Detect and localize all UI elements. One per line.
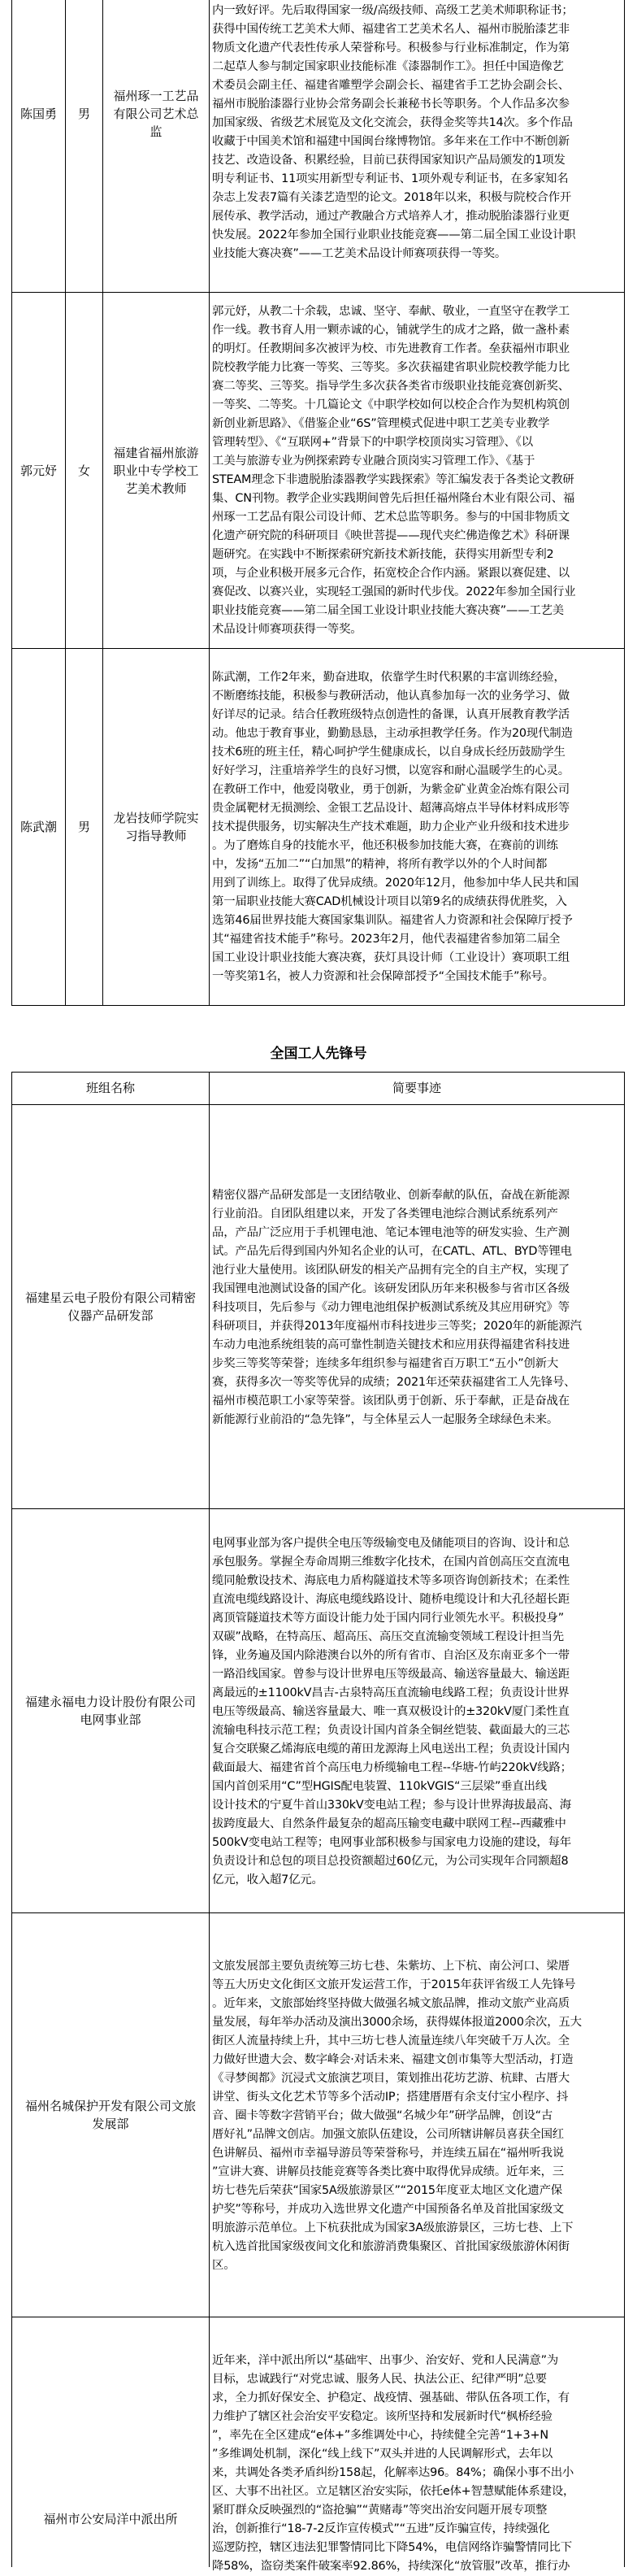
deeds-line: 杭入选首批国家级夜间文化和旅游消费集聚区、首批国家级旅游休闲街 <box>212 2240 570 2253</box>
deeds-line: 负责设计和总包的项目总投资额超过60亿元，为公司实现年合同额超8 <box>212 1855 569 1868</box>
deeds-line: 直流电缆线路设计、海底电缆线路设计、随桥电缆设计和大孔径超长距 <box>212 1593 570 1606</box>
unit-line: 龙岩技师学院实 <box>113 811 199 825</box>
deeds-line: 获得中国传统工艺美术大师、福建省工艺美术名人、福州市脱胎漆艺非 <box>212 23 570 36</box>
person-gender <box>66 649 102 1005</box>
deeds-line: 化遗产研究院的科研项目《映世菩提——现代夹纻佛造像艺术》科研课 <box>212 529 570 542</box>
team-name <box>12 1105 209 1508</box>
person-deeds <box>212 302 575 639</box>
deeds-line: 力做好世遗大会、数字峰会·对话未来、福建文创市集等大型活动，打造 <box>212 2053 574 2066</box>
deeds-line: 选第46届世界技能大赛国家集训队。福建省人力资源和社会保障厅授予 <box>212 914 573 927</box>
gender-text: 男 <box>77 107 90 121</box>
deeds-line: 一路沿线国家。曾参与设计世界电压等级最高、输送容量最大、输送距 <box>212 1668 570 1681</box>
deeds-line: 郭元妤，从教二十余载，忠诚、坚守、奉献、敬业，一直坚守在教学工 <box>212 305 570 318</box>
person-unit <box>103 0 209 228</box>
person-unit <box>103 649 209 1005</box>
team-name-line: 福建永福电力设计股份有限公司 <box>24 1695 196 1709</box>
deeds-line: ”多维调处机制，深化“线上线下”双头并进的人民调解形式，去年以 <box>212 2448 553 2461</box>
deeds-line: 。近年来，文旅部始终坚持做大做强名城文旅品牌，推动文旅产业高质 <box>212 1997 570 2010</box>
gender-text: 男 <box>77 820 90 834</box>
team-name <box>12 2510 209 2528</box>
team-deeds <box>212 1186 582 1429</box>
deeds-line: 的明灯。任教期间多次被评为校、市先进教育工作者。垒获福州市职业 <box>212 342 570 355</box>
team-name <box>12 1913 209 2317</box>
deeds-line: 区、大事不出社区。立足辖区治安实际，依托e体+智慧赋能体系建设， <box>212 2485 575 2498</box>
deeds-line: 陈武潮，工作2年来，勤奋进取，依靠学生时代积累的丰富训练经验， <box>212 671 566 684</box>
deeds-line: 我国锂电池测试设备的国产化。该研发团队历年来积极参与省市区各级 <box>212 1282 570 1295</box>
person-deeds <box>212 2 575 263</box>
deeds-line: 其“福建省技术能手”称号。2023年2月，他代表福建省参加第二届全 <box>212 933 561 946</box>
deeds-line: 题研究。在实践中不断探索研究新技术新技能，获得实用新型专利2 <box>212 548 554 561</box>
unit-line: 习指导教师 <box>125 829 187 843</box>
deeds-line: 作一线。教书育人用一颗赤诚的心，铺就学生的成才之路，做一盏朴素 <box>212 324 570 337</box>
deeds-line: 复合交联聚乙烯海底电缆的莆田龙源海上风电送出工程；负责设计国内 <box>212 1743 570 1756</box>
deeds-line: 职业技能竞赛——第二届全国工业设计职业技能大赛决赛”——工艺美 <box>212 604 564 617</box>
deeds-line: 500kV变电站工程等；电网事业部积极参与国家电力设施的建设，每年 <box>212 1836 571 1849</box>
deeds-line: 截面最大、福建省首个高压电力桥缆输电工程--华塘-竹屿220kV线路； <box>212 1761 572 1774</box>
table1-border-right <box>624 0 625 1006</box>
deeds-line: 音、圈卡等数字营销平台；做大做强“名城少年”研学品牌，创设“古 <box>212 2109 553 2122</box>
deeds-line: 院校教学能力比赛一等奖、三等奖。多次获福建省职业院校教学能力比 <box>212 361 570 374</box>
deeds-line: 动。他忠于教育事业，勤勤恳恳，主动承担教学任务。作为20现代制造 <box>212 727 573 740</box>
deeds-line: ”，率先在全区建成“e体+”多维调处中心，持续健全完善“1+3+N <box>212 2429 548 2442</box>
person-gender <box>66 0 102 228</box>
section-title: 全国工人先锋号 <box>270 1046 367 1062</box>
deeds-line: 杂志上发表7篇有关漆艺造型的论文。2018年以来，积极与院校合作开 <box>212 191 572 204</box>
deeds-line: 在教研工作中，他爱岗敬业，勇于创新，为紫金矿业黄金冶炼有限公司 <box>212 783 570 796</box>
deeds-line: 技艺、改造设备、积累经验，目前已获得国家知识产品局颁发的1项发 <box>212 154 566 167</box>
deeds-line: 福州市模范职工小家等荣誉。该团队勇于创新、乐于奉献，正是奋战在 <box>212 1395 570 1408</box>
name-text: 陈国勇 <box>20 107 57 121</box>
gender-text: 女 <box>77 463 90 478</box>
column-header-team-name: 班组名称 <box>85 1081 135 1095</box>
deeds-line: 术委员会副主任、福建省雕塑学会副会长、福建省手工艺协会副会长、 <box>212 79 570 92</box>
deeds-line: 业技能大赛决赛”——工艺美术品设计师赛项获得一等奖。 <box>212 247 507 260</box>
deeds-line: 明旅游示范单位。上下杭获批成为国家3A级旅游景区，三坊七巷、上下 <box>212 2221 574 2234</box>
person-deeds <box>212 668 578 986</box>
team-name-line: 福州市公安局洋中派出所 <box>43 2512 178 2526</box>
deeds-line: 试。产品先后得到国内外知名企业的认可，在CATL、ATL、BYD等锂电 <box>212 1245 572 1258</box>
deeds-line: 物质文化遗产代表性传承人荣誉称号。积极参与行业标准制定，作为第 <box>212 41 570 54</box>
deeds-line: 目标，忠诚践行“对党忠诚、服务人民、执法公正、纪律严明”总要 <box>212 2373 547 2386</box>
deeds-line: 管理转型》、《“互联网+”背景下的中职学校顶岗实习管理》、《以 <box>212 436 533 449</box>
deeds-line: 。为了磨炼自身的技能水平，他还积极参加技能大赛，在赛前的训练 <box>212 839 558 852</box>
deeds-line: 坊七巷先后荣获“国家5A级旅游景区”“2015年度亚太地区文化遗产保 <box>212 2184 562 2197</box>
deeds-line: 内一致好评。先后取得国家一级/高级技师、高级工艺美术师职称证书； <box>212 4 574 17</box>
table2-border-right <box>624 1072 625 2567</box>
deeds-line: 双碳”战略，在特高压、超高压、高压交直流输变领域工程设计担当先 <box>212 1630 564 1643</box>
person-gender <box>66 293 102 648</box>
deeds-line: 亿元，收入超7亿元。 <box>212 1873 323 1886</box>
deeds-line: 池行业大量使用。该团队研发的相关产品拥有完全的自主产权，实现了 <box>212 1264 570 1277</box>
name-text: 陈武潮 <box>20 820 57 834</box>
deeds-line: 加国家级、省级艺术展览及文化交流会，获得金奖等共14次。多个作品 <box>212 116 573 129</box>
deeds-line: 明专利证书、11项实用新型专利证书、1项外观专利证书，在多家知名 <box>212 172 569 185</box>
deeds-line: 不断磨练技能，积极参与教研活动，他认真参加每一次的业务学习、做 <box>212 690 570 703</box>
deeds-line: 第一届职业技能大赛CAD机械设计项目以第9名的成绩获得优胜奖，入 <box>212 895 567 908</box>
deeds-line: 巡逻防控，辖区违法犯罪警情同比下降54%，电信网络诈骗警情同比下 <box>212 2541 572 2554</box>
deeds-line: 快发展。2022年参加全国行业职业技能竞赛——第二届全国工业设计职 <box>212 228 576 242</box>
deeds-line: 术品设计师赛项获得一等奖。 <box>212 623 362 636</box>
deeds-line: 国内首创采用“C”型HGIS配电装置、110kVGIS“三层梁”垂直出线 <box>212 1780 547 1793</box>
deeds-line: 好详尽的记录。结合任教班级特点创造性的备课，认真开展教育教学活 <box>212 708 570 721</box>
team-name-line: 福建星云电子股份有限公司精密 <box>24 1290 196 1305</box>
deeds-line: 技术提供服务，切实解决生产技术难题，助力企业产业升级和技术进步 <box>212 820 570 833</box>
deeds-line: 科研项目，并获得2013年度福州市科技进步三等奖；2020年的新能源汽 <box>212 1320 582 1333</box>
deeds-line: 州琢一工艺品有限公司设计师、艺术总监等职务。参与的中国非物质文 <box>212 511 570 524</box>
deeds-line: 流输电科技示范工程；负责设计国内首条全铜丝铠装、截面最大的三芯 <box>212 1724 570 1737</box>
team-deeds <box>212 1534 572 1890</box>
deeds-line: 紧盯群众反映强烈的“盗抢骗”“黄赌毒”等突出治安问题开展专项整 <box>212 2504 548 2517</box>
deeds-line: 国工业设计职业技能大赛决赛，获灯具设计师（工业设计）赛项职工组 <box>212 951 570 964</box>
unit-line: 福州琢一工艺品 <box>113 89 199 103</box>
deeds-line: 等五大历史文化街区文旅开发运营工作，于2015年获评省级工人先锋号 <box>212 1978 576 1991</box>
deeds-line: 科技项目，先后参与《动力锂电池组保护板测试系统及其应用研究》等 <box>212 1301 570 1314</box>
team-name-line: 仪器产品研发部 <box>67 1308 154 1323</box>
person-name <box>12 649 65 1005</box>
deeds-line: 贵金属靶材无损测绘、金银工艺品设计、超薄高熔点半导体材料成形等 <box>212 802 570 815</box>
deeds-line: 好好学习，注重培养学生的良好习惯，以宽容和耐心温暖学生的心灵。 <box>212 764 570 777</box>
deeds-line: 赛，获得多次一等奖等优异的成绩；2021年还荣获福建省工人先锋号、 <box>212 1376 576 1389</box>
deeds-line: 一等奖第1名，被人力资源和社会保障部授予“全国技术能手”称号。 <box>212 970 554 983</box>
team-name-line: 福州名城保护开发有限公司文旅 <box>24 2099 196 2113</box>
deeds-line: 品，产品广泛应用于手机锂电池、笔记本锂电池等的研发实验、生产测 <box>212 1226 570 1239</box>
deeds-line: 《寻梦闽都》沉浸式文旅演艺项目，策划推出花坊艺游、杭肆、古厝大 <box>212 2072 570 2085</box>
unit-line: 职业中专学校工 <box>113 463 199 478</box>
deeds-line: 治，创新推行“18-7-2反诈宣传模式”“五进”反诈骗宣传，持续强化 <box>212 2522 550 2535</box>
table1-col-divider <box>209 0 210 1006</box>
deeds-line: 离最远的±1100kV昌吉-古泉特高压直流输电线路工程；负责设计世界 <box>212 1686 570 1699</box>
deeds-line: 量发展，每年举办活动及演出3000余场，获得媒体报道2000余次，五大 <box>212 2016 582 2029</box>
team-name-line: 发展部 <box>92 2117 129 2131</box>
deeds-line: 展传承、教学活动，通过产教融合方式培养人才，推动脱胎漆器行业更 <box>212 210 570 223</box>
deeds-line: 精密仪器产品研发部是一支团结敬业、创新奉献的队伍，奋战在新能源 <box>212 1189 570 1202</box>
column-header-deeds: 简要事迹 <box>392 1081 441 1095</box>
deeds-line: 用到了训练上。取得了优异成绩。2020年12月，他参加中华人民共和国 <box>212 877 579 890</box>
deeds-line: 护奖”等称号，并成功入选世界文化遗产中国预备名单及首批国家级文 <box>212 2203 564 2216</box>
deeds-line: 二起草人参与制定国家职业技能标准《漆器制作工》。担任中国造像艺 <box>212 60 564 73</box>
deeds-line: ”宣讲大赛、讲解员技能竞赛等各类比赛中取得优异成绩。近年来，三 <box>212 2165 564 2178</box>
deeds-line: 来，共调处各类矛盾纠纷158起，化解率达96。84%；确保小事不出小 <box>212 2466 574 2479</box>
unit-line: 监 <box>150 124 162 139</box>
deeds-line: 电网事业部为客户提供全电压等级输变电及储能项目的咨询、设计和总 <box>212 1537 570 1550</box>
deeds-line: 赛二等奖、三等奖。指导学生多次获各类省市级职业技能竞赛创新奖、 <box>212 380 570 393</box>
deeds-line: 工美与旅游专业为例探索跨专业融合顶岗实习管理工作》、《基于 <box>212 455 535 468</box>
deeds-line: STEAM理念下非遗脱胎漆器教学实践探索》等汇编发表于各类论文教研 <box>212 473 574 486</box>
team-name-line: 电网事业部 <box>80 1712 141 1727</box>
deeds-line: 求，全力抓好保安全、护稳定、战疫情、强基础、带队伍各项工作，有 <box>212 2391 570 2404</box>
person-name <box>12 0 65 228</box>
team-deeds <box>212 1957 582 2275</box>
deeds-line: 近年来，洋中派出所以“基础牢、出事少、治安好、党和人民满意”为 <box>212 2354 559 2367</box>
team-deeds <box>212 2352 574 2576</box>
deeds-line: 集、CN刊物。教学企业实践期间曾先后担任福州隆台木业有限公司、福 <box>212 492 575 505</box>
person-name <box>12 293 65 648</box>
deeds-line: 降58%，盗窃类案件破案率92.86%，持续深化“放管服”改革，推行办 <box>212 2560 570 2573</box>
deeds-line: 福州市脱胎漆器行业协会常务副会长兼秘书长等职务。个人作品多次参 <box>212 98 570 111</box>
deeds-line: 厝好礼”品牌文创店。加强文旅队伍建设，公司所辖讲解员喜获全国红 <box>212 2128 564 2141</box>
unit-line: 有限公司艺术总 <box>113 107 199 121</box>
deeds-line: 中，发扬“五加二”“白加黑”的精神，将所有教学以外的个人时间都 <box>212 858 548 871</box>
deeds-line: 色讲解员、福州市幸福导游员等荣誉称号，并连续五届在“福州听我说 <box>212 2147 564 2160</box>
deeds-line: 讲堂、街头文化艺术节等多个活动IP；搭建厝厝有余支付宝小程序、抖 <box>212 2091 569 2104</box>
deeds-line: 步奖三等奖等荣誉；连续多年组织参与福建省百万职工“五小”创新大 <box>212 1357 559 1370</box>
deeds-line: 项，与企业积极开展多元合作，拓宽校企合作内涵。紧跟以赛促建、以 <box>212 567 570 580</box>
table2-col-divider <box>209 1072 210 2567</box>
person-unit <box>103 293 209 648</box>
deeds-line: 车动力电池系统组装的高可靠性制造关键技术和应用获得福建省科技进 <box>212 1338 570 1351</box>
deeds-line: 收藏于中国美术馆和福建中国闽台缘博物馆。多年来在工作中不断创新 <box>212 135 570 148</box>
unit-line: 艺美术教师 <box>125 481 187 496</box>
team-name <box>12 1509 209 1912</box>
deeds-line: 拔跨度最大、自然条件最复杂的超高压输变电藏中联网工程--西藏雅中 <box>212 1817 566 1830</box>
deeds-line: 力维护了辖区社会治安平安稳定。该所坚持和发展新时代“枫桥经验 <box>212 2410 552 2423</box>
name-text: 郭元妤 <box>20 463 57 478</box>
deeds-line: 一等奖、二等奖。十几篇论文《中职学校如何以校企合作为契机构筑创 <box>212 398 570 411</box>
deeds-line: 技术6班的班主任，精心呵护学生健康成长，以自身成长经历鼓励学生 <box>212 746 566 759</box>
deeds-line: 电压等级最高、输送容量最大、唯一真双极设计的±320kV厦门柔性直 <box>212 1705 570 1718</box>
deeds-line: 赛促改、以赛兴业，实现轻工强国的新时代步伐。2022年参加全国行业 <box>212 585 576 598</box>
deeds-line: 街区人流量持续上升，其中三坊七巷人流量连续八年突破千万人次。全 <box>212 2034 570 2047</box>
deeds-line: 新能源行业前沿的“急先锋”，与全体星云人一起服务全球绿色未来。 <box>212 1413 559 1426</box>
deeds-line: 缆同舱敷设技术、海底电力盾构隧道技术等多项咨询创新技术；在柔性 <box>212 1574 570 1587</box>
deeds-line: 承包服务。掌握全寿命周期三维数字化技术，在国内首创高压交直流电 <box>212 1556 570 1569</box>
table1-border-bottom <box>11 1005 625 1006</box>
deeds-line: 区。 <box>212 2259 236 2272</box>
deeds-line: 锋，业务遍及国内除港澳台以外的所有省市、自治区及东南亚多个一带 <box>212 1649 570 1662</box>
deeds-line: 离顶管隧道技术等方面设计能力处于国内同行业领先水平。积极投身” <box>212 1612 564 1625</box>
deeds-line: 设计技术的宁夏牛首山330kV变电站工程；参与设计世界海拔最高、海 <box>212 1799 571 1812</box>
deeds-line: 文旅发展部主要负责统筹三坊七巷、朱紫坊、上下杭、南公河口、梁厝 <box>212 1960 570 1973</box>
unit-line: 福建省福州旅游 <box>113 445 199 460</box>
deeds-line: 新创业新思路》、《借鉴企业“6S”管理模式促进中职工艺美专业教学 <box>212 417 550 430</box>
deeds-line: 行业前沿。自团队组建以来，开发了各类锂电池综合测试系统系列产 <box>212 1208 558 1221</box>
